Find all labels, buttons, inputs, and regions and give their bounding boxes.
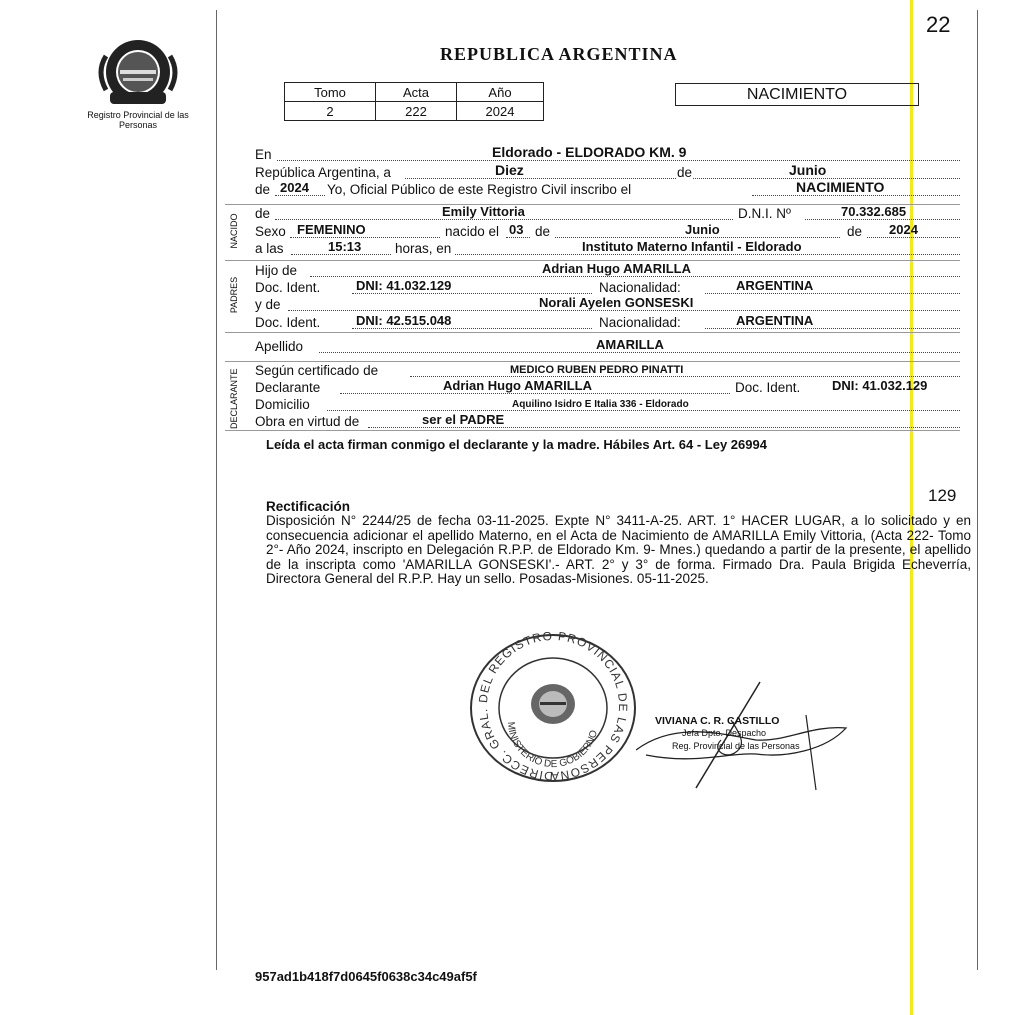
birth-month: Junio [685,222,720,237]
row-hora [255,240,960,258]
row-madre-doc: Doc. Ident. DNI: 42.515.048 Nacionalidad: ARGENTINA [255,314,960,332]
acta-header: Acta [376,83,457,102]
horas-label: horas, en [395,241,452,256]
hijo-label: Hijo de [255,263,298,278]
signer-name: VIVIANA C. R. CASTILLO [655,715,780,727]
decl-doc-label: Doc. Ident. [735,380,801,395]
row-madre [255,296,960,314]
page-title: REPUBLICA ARGENTINA [440,44,678,64]
mother-name: Norali Ayelen GONSESKI [539,295,694,310]
row-fecha: República Argentina, a Diez de Junio [255,164,960,182]
child-dni: 70.332.685 [841,204,907,219]
section-divider [225,332,960,333]
row-sexo: Sexo FEMENINO nacido el 03 de Junio de 2024 [255,223,960,241]
mother-doc: DNI: 42.515.048 [356,313,452,328]
birth-hour: 15:13 [328,239,362,254]
apellido-value: AMARILLA [596,337,664,352]
yde-label: y de [255,297,281,312]
child-name: Emily Vittoria [442,204,525,219]
row-domicilio [255,396,960,414]
row-nombre: de Emily Vittoria D.N.I. Nº 70.332.685 [255,205,960,223]
left-margin-line [216,10,217,970]
dni-label: D.N.I. Nº [738,206,791,221]
tomo-acta-table [284,82,544,121]
father-nationality: ARGENTINA [736,278,814,293]
row-inscribo: de 2024 Yo, Oficial Público de este Registro Civil inscribo el NACIMIENTO [255,181,960,199]
stamp-inner-text: MINISTERIO DE GOBIERNO [504,721,601,771]
side-label-nacido: NACIDO [229,213,239,249]
leida-text: Leída el acta firman conmigo el declarante y la madre. Hábiles Art. 64 - Ley 26994 [266,437,767,452]
en-label: En [255,147,272,162]
obra-value: ser el PADRE [422,412,505,427]
stamp-ring-text: DIRECC. GRAL. DEL REGISTRO PROVINCIAL DE LAS PERSONA [476,632,631,784]
decl-label: Declarante [255,380,321,395]
ano-value: 2024 [457,102,544,121]
mother-nationality: ARGENTINA [736,313,814,328]
signer-org: Reg. Provincial de las Personas [672,741,800,751]
sexo-label: Sexo [255,224,286,239]
rep-label: República Argentina, a [255,165,391,180]
rect-title: Rectificación [266,499,351,514]
alas-label: a las [255,241,284,256]
father-doc: DNI: 41.032.129 [356,278,452,293]
apellido-label: Apellido [255,339,304,354]
rect-number: 129 [928,486,957,505]
domicilio-value: Aquilino Isidro E Italia 336 - Eldorado [512,399,689,410]
right-margin-line [977,10,978,970]
tomo-header: Tomo [285,83,376,102]
nac-label: Nacionalidad: [599,280,681,295]
province-seal [88,36,188,108]
birth-day: 03 [509,222,524,237]
registry-month: Junio [789,162,827,178]
inscribo-type: NACIMIENTO [796,179,885,195]
row-obra [255,413,960,431]
dom-label: Domicilio [255,397,310,412]
rect-text: Disposición N° 2244/25 de fecha 03-11-2025. Expte N° 3411-A-25. ART. 1° HACER LUGAR, a lo solicitado y en consecuencia adicionar el apellido Materno, en el Acta de Nacimiento de AMARILLA Emily Vittoria, (Acta 222- Tomo 2°- Año 2024, inscripto en Delegación R.P.P. de Eldorado Km. 9- Mnes.) quedando a partir de la presente, el apellido de la inscripta como 'AMARILLA GONSESKI'.- ART. 2° y 3° de forma. Firmado Dra. Paula Brigida Echeverría, Directora General del R.P.P. Hay un sello. Posadas-Misiones. 05-11-2025. [266,513,971,586]
signer-role: Jefa Dpto. Despacho [682,728,767,738]
page-number: 22 [926,12,951,37]
birth-year: 2024 [889,222,918,237]
yo-text: Yo, Oficial Público de este Registro Civil inscribo el [327,182,632,197]
document-hash: 957ad1b418f7d0645f0638c34c49af5f [255,969,477,984]
registry-day: Diez [495,162,524,178]
row-apellido [255,338,960,356]
birth-place: Instituto Materno Infantil - Eldorado [582,239,802,254]
child-sex: FEMENINO [297,222,366,237]
side-label-padres: PADRES [229,276,239,314]
certificate-by: MEDICO RUBEN PEDRO PINATTI [510,364,684,376]
cert-label: Según certificado de [255,363,379,378]
docid-label: Doc. Ident. [255,280,321,295]
ano-header: Año [457,83,544,102]
declarante-doc: DNI: 41.032.129 [832,378,928,393]
declarante-name: Adrian Hugo AMARILLA [443,378,592,393]
obra-label: Obra en virtud de [255,414,360,429]
father-name: Adrian Hugo AMARILLA [542,261,691,276]
place-of-registry: Eldorado - ELDORADO KM. 9 [492,144,687,160]
acta-value: 222 [376,102,457,121]
nacido-label: nacido el [445,224,500,239]
registry-name: Registro Provincial de las Personas [87,110,189,130]
row-declarante [255,379,960,397]
row-en [255,146,960,164]
doc-type-box: NACIMIENTO [675,83,919,106]
side-label-declarante: DECLARANTE [229,368,239,429]
tomo-value: 2 [285,102,376,121]
official-stamp [468,632,638,784]
registry-year: 2024 [280,180,309,195]
